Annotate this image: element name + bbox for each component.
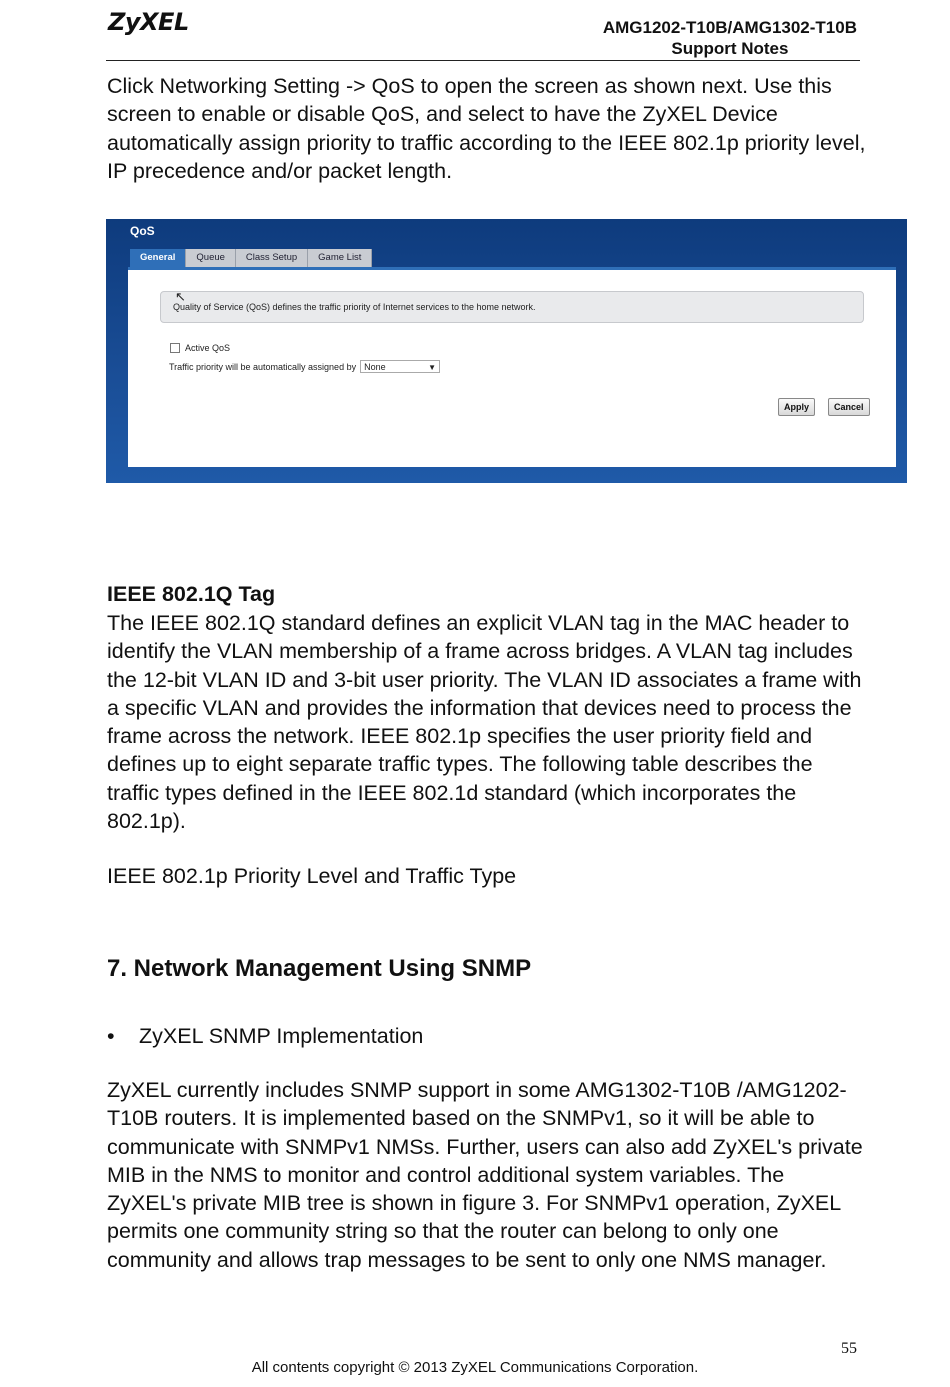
- mouse-cursor-icon: ↖: [175, 289, 186, 304]
- cancel-button[interactable]: Cancel: [828, 398, 870, 416]
- header-divider: [106, 60, 860, 61]
- tab-game-list[interactable]: Game List: [308, 249, 372, 267]
- active-qos-checkbox[interactable]: [170, 343, 180, 353]
- snmp-paragraph: ZyXEL currently includes SNMP support in some AMG1302-T10B /AMG1202-T10B routers. It is implemented based on the SNMPv1, so it will be able to communicate with SNMPv1 NMSs. Further, users can also add ZyXEL's private MIB in the NMS to monitor and control additional system variables. The ZyXEL's private MIB tree is shown in figure 3. For SNMPv1 operation, ZyXEL permits one community string so that the router can belong to only one community and allows trap messages to be sent to only one NMS manager.: [107, 1078, 863, 1272]
- qos-panel: [128, 267, 896, 467]
- qos-tabs: [130, 249, 372, 267]
- intro-paragraph: Click Networking Setting -> QoS to open the screen as shown next. Use this screen to enable or disable QoS, and select to have the ZyXEL Device automatically assign priority to traffic according to the IEEE 802.1p priority level, IP precedence and/or packet length.: [107, 74, 866, 183]
- document-header: [603, 17, 857, 59]
- active-qos-row: [170, 343, 230, 353]
- snmp-bullet: [107, 1024, 423, 1049]
- qos-title: QoS: [130, 224, 155, 238]
- qos-info-text: Quality of Service (QoS) defines the traffic priority of Internet services to the home network.: [173, 302, 536, 312]
- tab-queue[interactable]: Queue: [186, 249, 236, 267]
- tag-heading: IEEE 802.1Q Tag: [107, 582, 276, 606]
- priority-label: Traffic priority will be automatically assigned by: [169, 361, 357, 372]
- zyxel-logo: ZyXEL: [108, 8, 189, 36]
- priority-select[interactable]: [360, 360, 440, 373]
- snmp-bullet-text: ZyXEL SNMP Implementation: [139, 1024, 424, 1048]
- copyright-footer: All contents copyright © 2013 ZyXEL Communications Corporation.: [251, 1359, 699, 1376]
- active-qos-label: Active QoS: [185, 343, 231, 353]
- tab-class-setup[interactable]: Class Setup: [236, 249, 308, 267]
- apply-button[interactable]: Apply: [778, 398, 815, 416]
- tab-general[interactable]: General: [130, 249, 186, 267]
- snmp-heading: 7. Network Management Using SNMP: [107, 955, 532, 982]
- priority-row: [169, 360, 440, 373]
- bullet-icon: •: [107, 1024, 115, 1048]
- qos-screenshot: [106, 219, 907, 483]
- chevron-down-icon: ▼: [428, 363, 437, 372]
- doc-type: Support Notes: [671, 39, 789, 58]
- table-caption: IEEE 802.1p Priority Level and Traffic Type: [107, 864, 517, 888]
- model-title: AMG1202-T10B/AMG1302-T10B: [602, 18, 857, 37]
- qos-info-bar: [160, 291, 864, 323]
- tag-paragraph: The IEEE 802.1Q standard defines an explicit VLAN tag in the MAC header to identify the VLAN membership of a frame across bridges. A VLAN tag includes the 12-bit VLAN ID and 3-bit user priority. The VLAN ID associates a frame with a specific VLAN and provides the information that devices need to process the frame across the network. IEEE 802.1p specifies the user priority field and defines up to eight separate traffic types. The following table describes the traffic types defined in the IEEE 802.1d standard (which incorporates the 802.1p).: [107, 611, 862, 834]
- page-number: 55: [841, 1340, 857, 1357]
- priority-select-value: None: [364, 362, 386, 372]
